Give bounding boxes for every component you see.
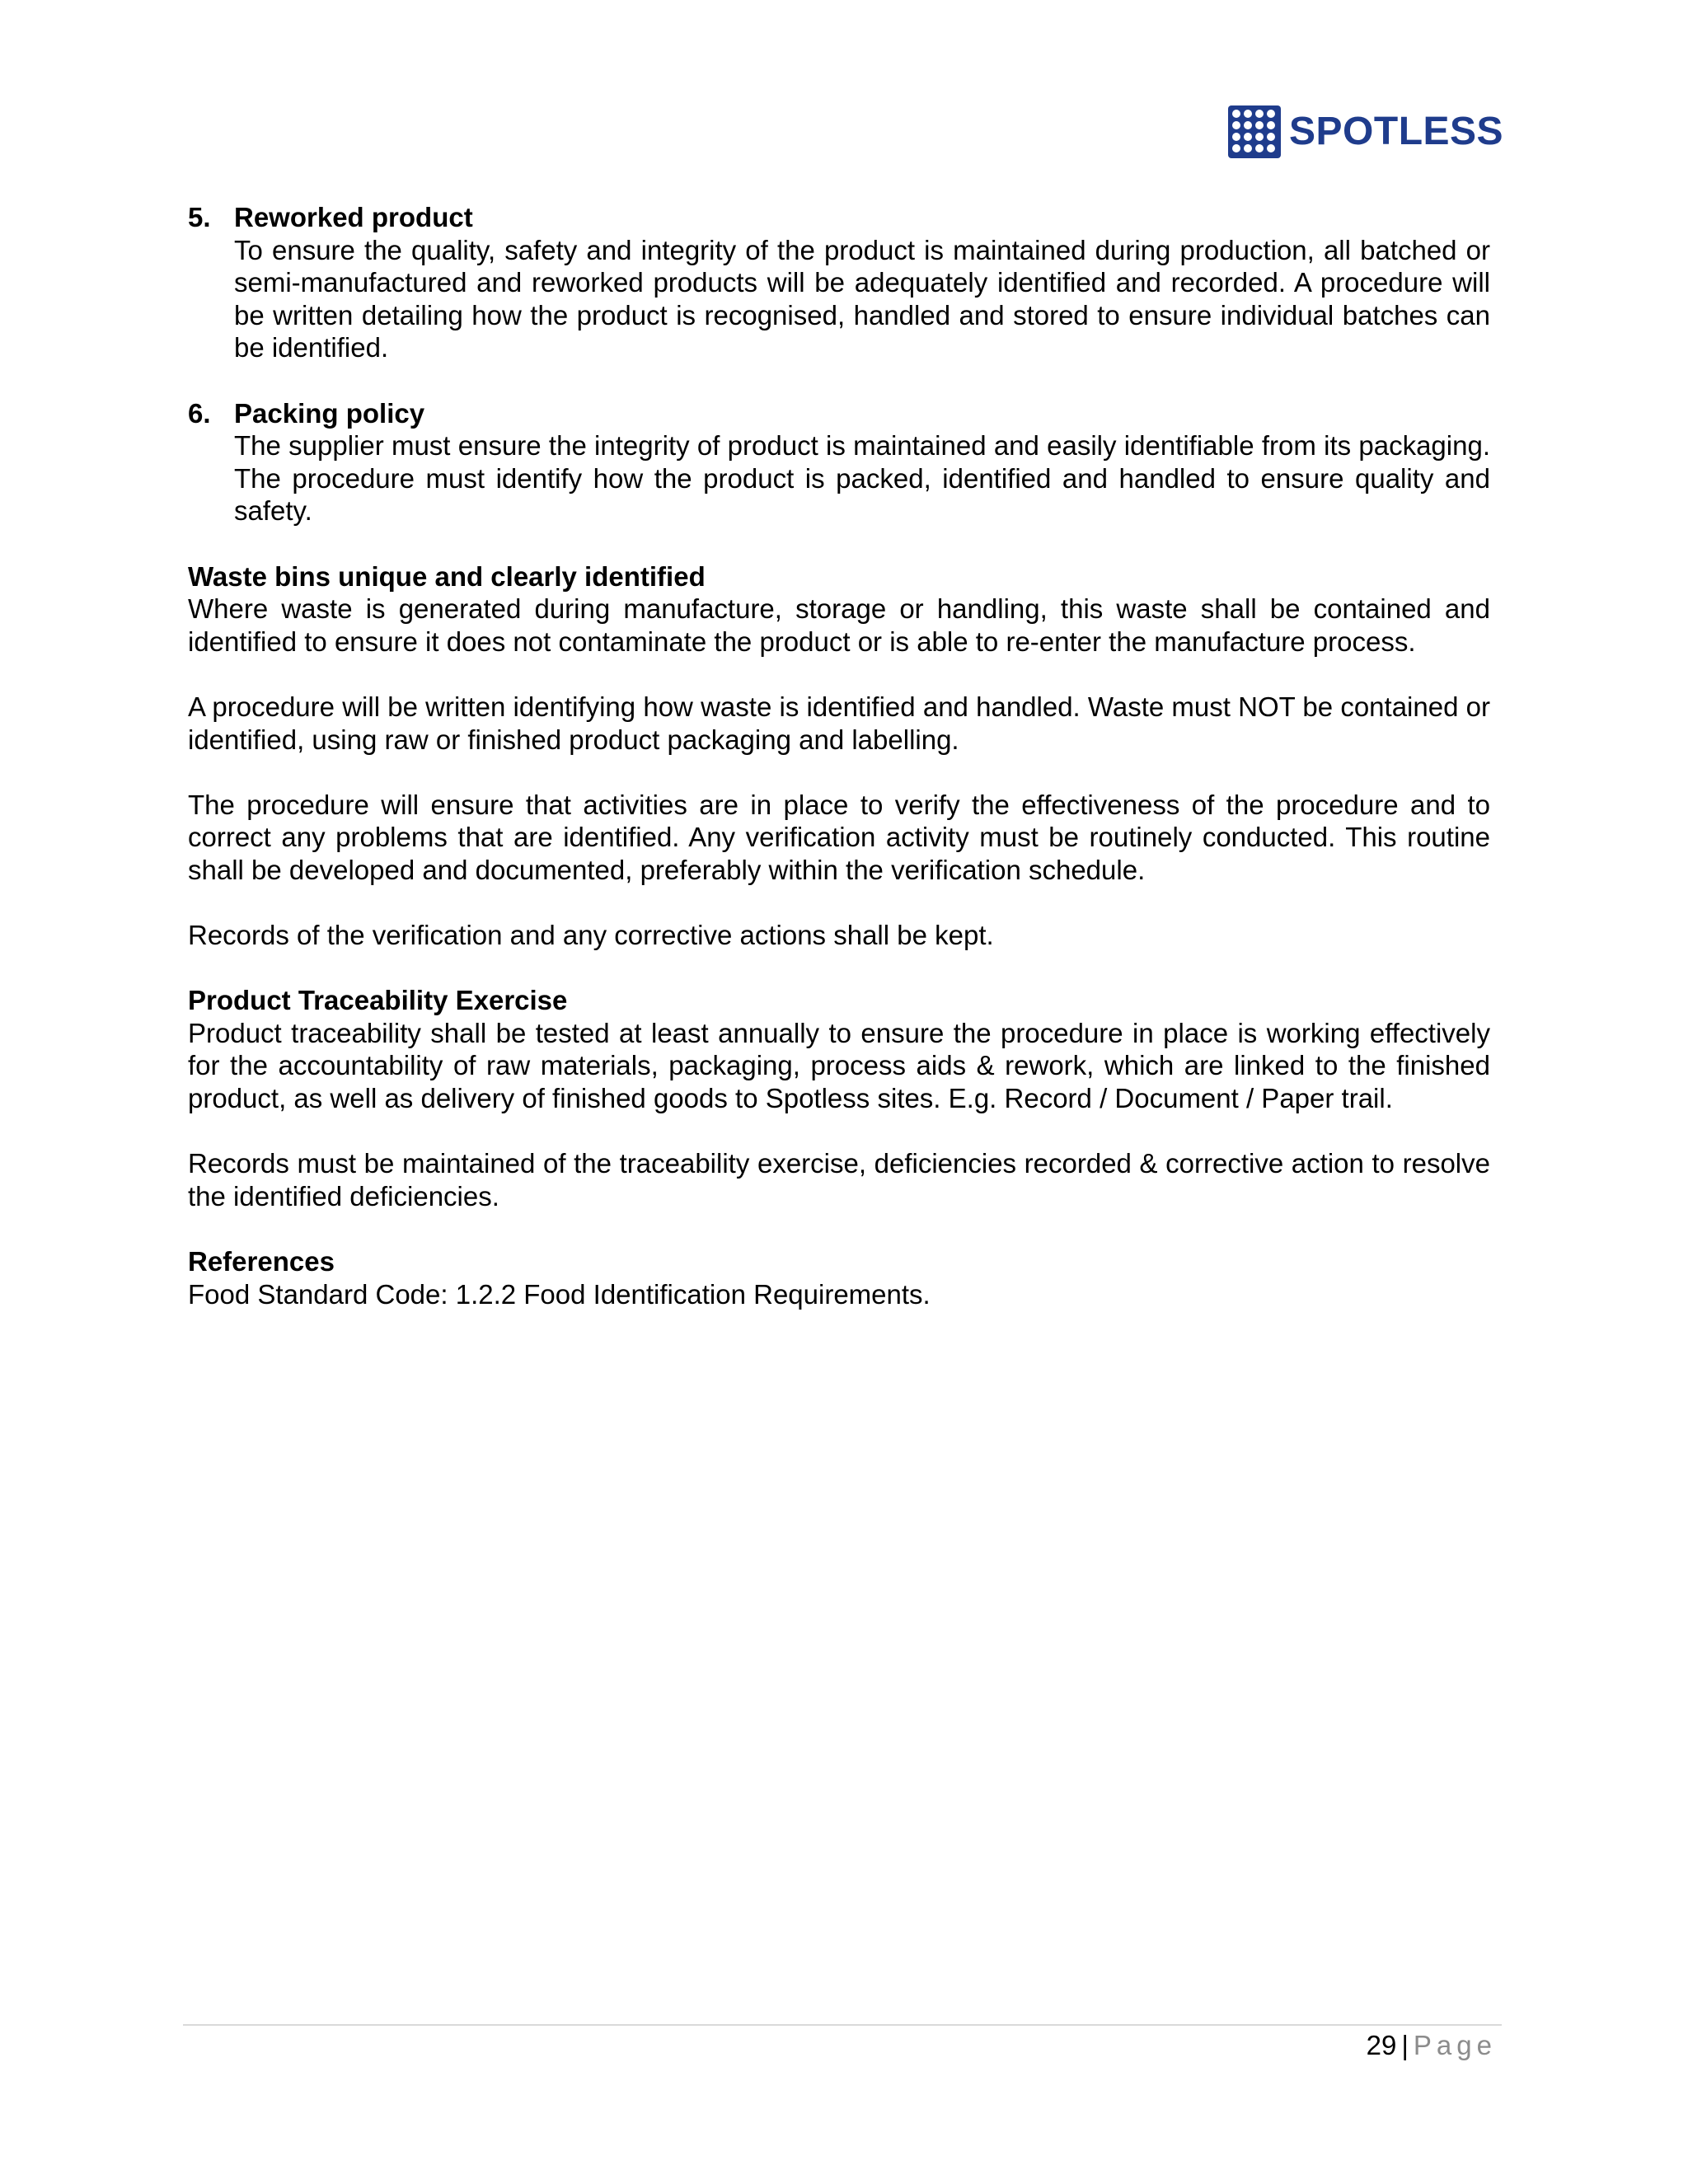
section-paragraph: Food Standard Code: 1.2.2 Food Identification Requirements. [188,1278,931,1310]
section-title: Reworked product [234,202,473,232]
section-paragraph: To ensure the quality, safety and integrity of the product is maintained during production, all batched or semi-manufactured and reworked products will be adequately identified and recorded. A procedure will be written detailing how the product is recognised, handled and stored to ensure individual batches can be identified. [234,234,1490,363]
section-paragraph: The procedure will ensure that activities are in place to verify the effectiveness of the procedure and to correct any problems that are identified. Any verification activity must be routinely conducted. This routine shall be developed and documented, preferably within the verification schedule. [188,789,1490,885]
section-title: Product Traceability Exercise [188,985,568,1016]
logo-wordmark: SPOTLESS [1289,110,1504,153]
grid-dots-icon [1228,105,1281,158]
section-title: Waste bins unique and clearly identified [188,560,706,592]
section-paragraph: The supplier must ensure the integrity of product is maintained and easily identifiable from its packaging. The procedure must identify how the product is packed, identified and handled to ensure quality and safety. [234,430,1490,527]
section-number: 6. [188,397,211,429]
section-paragraph: Records of the verification and any corrective actions shall be kept. [188,920,994,951]
section-title: Packing policy [234,397,425,429]
section-heading [188,397,1490,430]
section-paragraph: Product traceability shall be tested at least annually to ensure the procedure in place is working effectively for the accountability of raw materials, packaging, process aids & rework, which are linked to the finished product, as well as delivery of finished goods to Spotless sites. E.g. Record / Document / Paper trail. [188,1017,1490,1114]
section-packing-policy [188,397,1490,527]
footer-separator: | [1401,2030,1409,2060]
footer-divider [183,2024,1502,2026]
section-reworked-product [188,201,1490,364]
section-product-traceability [188,984,1490,1212]
page-number: 29 [1366,2030,1397,2060]
section-paragraph: A procedure will be written identifying how waste is identified and handled. Waste must NOT be contained or identified, using raw or finished product packaging and labelling. [188,691,1490,755]
document-body [188,201,1490,1310]
company-logo [1228,105,1503,158]
section-number: 5. [188,202,211,232]
section-references [188,1245,1490,1310]
section-heading [188,201,1490,234]
page-footer [1367,2029,1497,2062]
section-title: References [188,1246,335,1277]
page-label: Page [1413,2030,1497,2060]
section-waste-bins [188,560,1490,952]
section-paragraph: Records must be maintained of the traceability exercise, deficiencies recorded & corrective action to resolve the identified deficiencies. [188,1148,1490,1212]
section-paragraph: Where waste is generated during manufacture, storage or handling, this waste shall be contained and identified to ensure it does not contaminate the product or is able to re-enter the manufacture process. [188,593,1490,657]
